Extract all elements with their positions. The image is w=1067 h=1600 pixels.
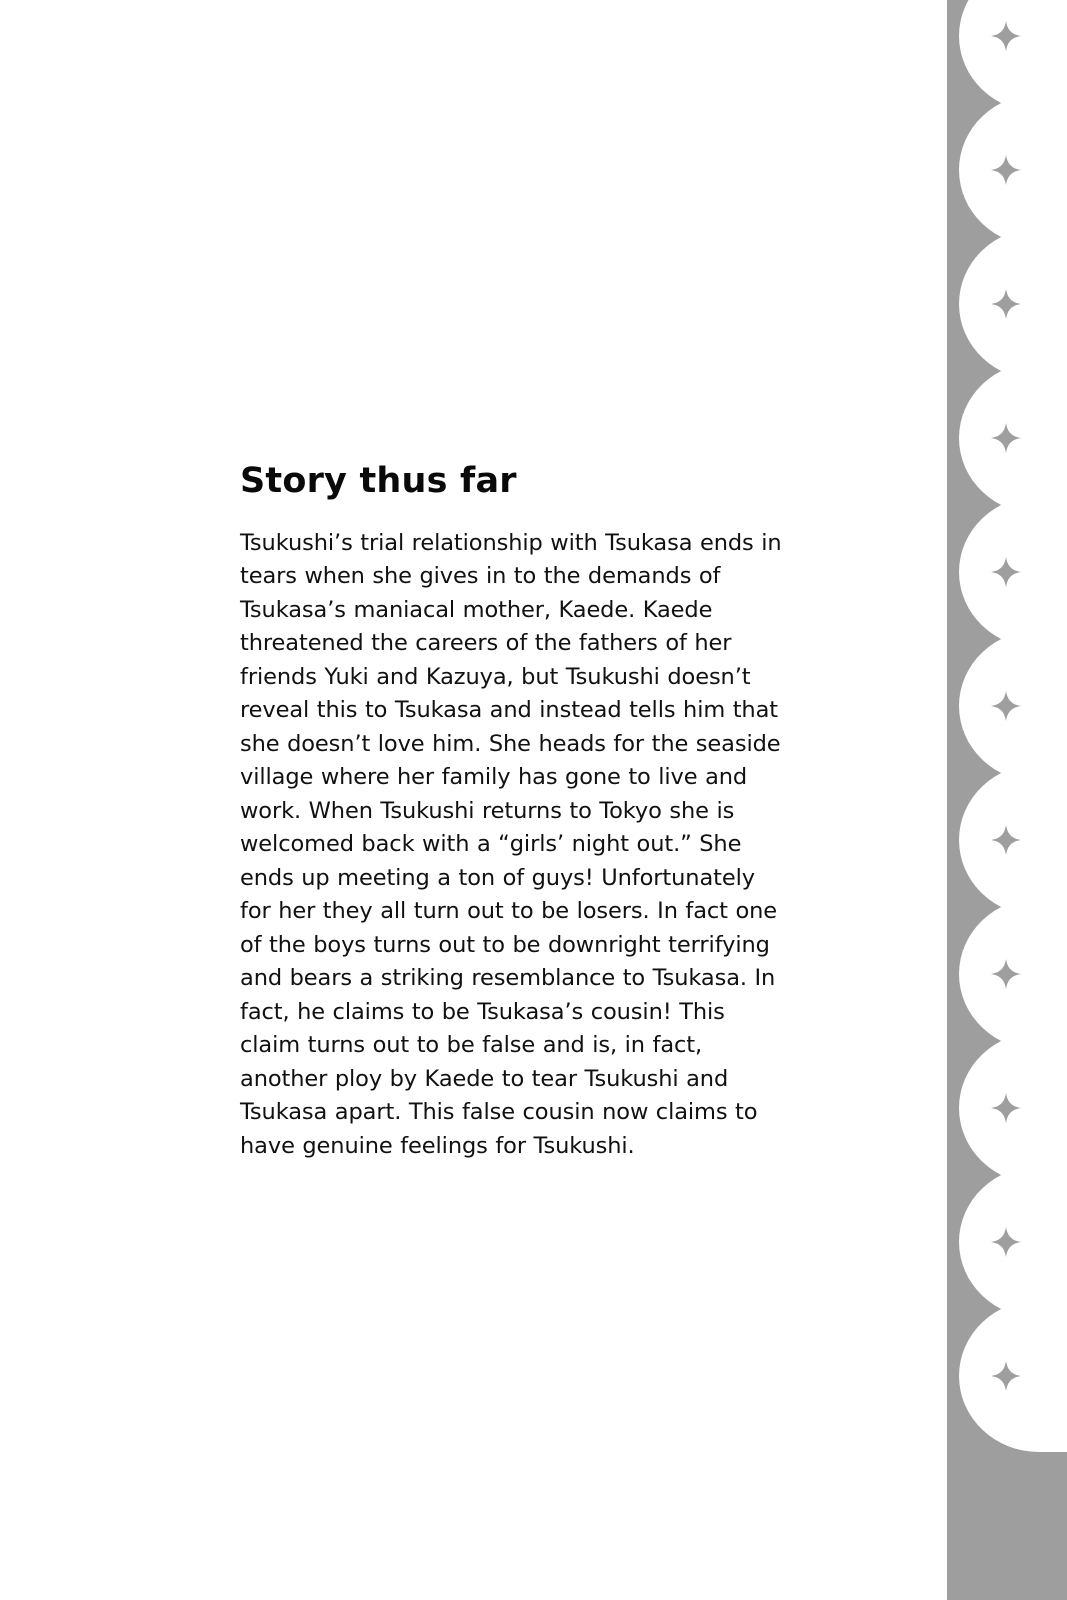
scallop-shape xyxy=(959,228,1067,380)
four-point-sparkle-icon xyxy=(991,21,1021,51)
scallop-column xyxy=(947,0,1067,1600)
scallop-shape xyxy=(959,496,1067,648)
scallop-shape xyxy=(959,764,1067,916)
story-body-text: Tsukushi’s trial relationship with Tsukasa ends in tears when she gives in to the demands of Tsukasa’s maniacal mother, Kaede. Kaede threatened the careers of the fathers of her friends Yuki and Kazuya, but Tsukushi doesn’t reveal this to Tsukasa and instead tells him that she doesn’t love him. She heads for the seaside village where her family has gone to live and work. When Tsukushi returns to Tokyo she is welcomed back with a “girls’ night out.” She ends up meeting a ton of guys! Unfortunately for her they all turn out to be losers. In fact one of the boys turns out to be downright terrifying and bears a striking resemblance to Tsukasa. In fact, he claims to be Tsukasa’s cousin! This claim turns out to be false and is, in fact, another ploy by Kaede to tear Tsukushi and Tsukasa apart. This false cousin now claims to have genuine feelings for Tsukushi. xyxy=(240,529,782,1159)
four-point-sparkle-icon xyxy=(991,1361,1021,1391)
four-point-sparkle-icon xyxy=(991,423,1021,453)
story-section xyxy=(240,462,785,1163)
scallop-shape xyxy=(959,1032,1067,1184)
scallop-shape xyxy=(959,362,1067,514)
scallop-shape xyxy=(959,1166,1067,1318)
four-point-sparkle-icon xyxy=(991,1093,1021,1123)
four-point-sparkle-icon xyxy=(991,691,1021,721)
scallop-shape xyxy=(959,630,1067,782)
decorative-side-band xyxy=(947,0,1067,1600)
scallop-shape xyxy=(959,898,1067,1050)
four-point-sparkle-icon xyxy=(991,825,1021,855)
four-point-sparkle-icon xyxy=(991,557,1021,587)
scallop-shape xyxy=(959,94,1067,246)
four-point-sparkle-icon xyxy=(991,289,1021,319)
four-point-sparkle-icon xyxy=(991,959,1021,989)
page-title: Story thus far xyxy=(240,461,517,501)
four-point-sparkle-icon xyxy=(991,155,1021,185)
four-point-sparkle-icon xyxy=(991,1227,1021,1257)
scallop-shape xyxy=(959,1300,1067,1452)
